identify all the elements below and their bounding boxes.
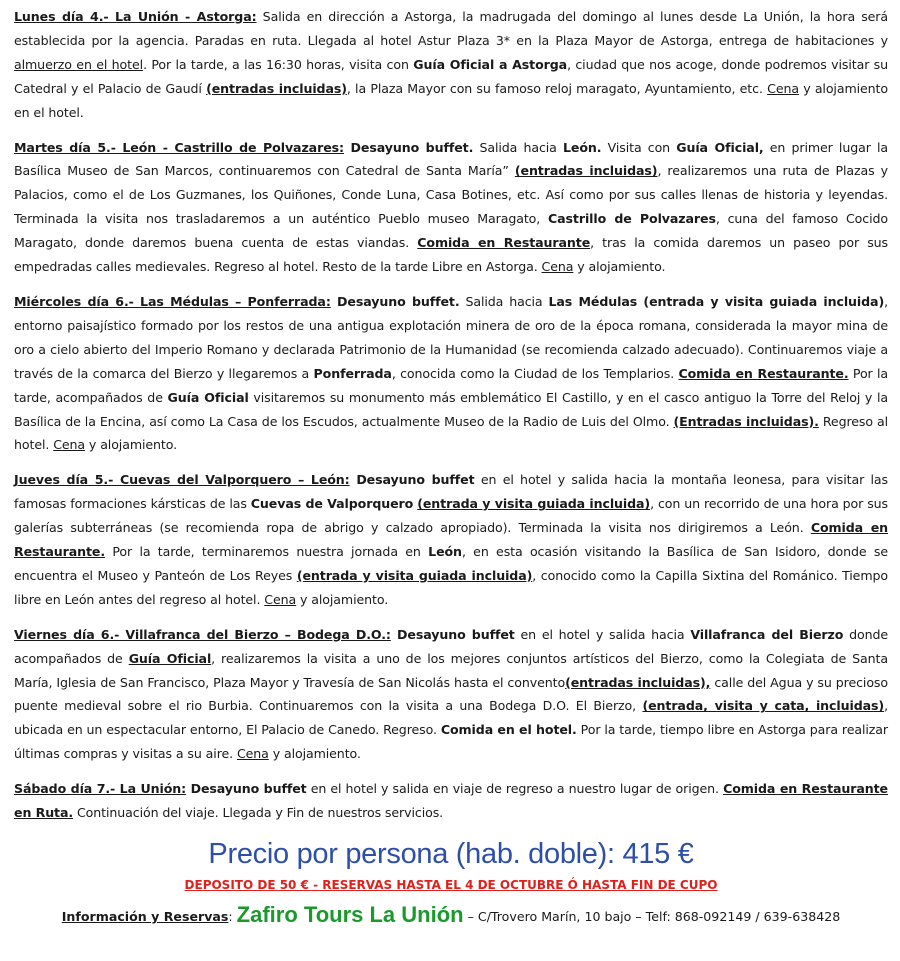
deposit-notice: DEPOSITO DE 50 € - RESERVAS HASTA EL 4 DE OCTUBRE Ó HASTA FIN DE CUPO (184, 878, 718, 892)
contact-label: Información y Reservas (61, 909, 229, 924)
price-heading: Precio por persona (hab. doble): 415 € (208, 838, 694, 870)
day-wednesday: Miércoles día 6.- Las Médulas – Ponferrada: Desayuno buffet. Salida hacia Las Médulas (entrada y visita guiada incluida), entorno paisajístico formado por los restos de una antigua explotación minera de oro de la época romana, considerada la mayor mina de oro a cielo abierto del Imperio Romano y declarada Patrimonio de la Humanidad (se recomienda calzado adecuado). Continuaremos viaje a través de la comarca del Bierzo y llegaremos a Ponferrada, conocida como la Ciudad de los Templarios. Comida en Restaurante. Por la tarde, acompañados de Guía Oficial visitaremos su monumento más emblemático El Castillo, y en el casco antiguo la Torre del Reloj y la Basílica de la Encina, así como La Casa de los Escudos, actualmente Museo de la Radio de Luis del Olmo. (Entradas incluidas). Regreso al hotel. Cena y alojamiento. (14, 293, 889, 453)
day-tuesday: Martes día 5.- León - Castrillo de Polvazares: Desayuno buffet. Salida hacia León. Visita con Guía Oficial, en primer lugar la Basílica Museo de San Marcos, continuaremos con Catedral de Santa María” (entradas incluidas), realizaremos una ruta de Plazas y Palacios, como el de Los Guzmanes, los Quiñones, Conde Luna, Casa Botines, etc. Así como por sus calles llenas de historia y leyendas. Terminada la visita nos trasladaremos a un auténtico Pueblo museo Maragato, Castrillo de Polvazares, cuna del famoso Cocido Maragato, donde daremos buena cuenta de estas viandas. Comida en Restaurante, tras la comida daremos un paseo por sus empedradas calles medievales. Regreso al hotel. Resto de la tarde Libre en Astorga. Cena y alojamiento. (14, 139, 889, 275)
day-title: Sábado día 7.- La Unión: (14, 781, 187, 797)
day-title: Martes día 5.- León - Castrillo de Polvazares: (14, 139, 344, 155)
day-title: Viernes día 6.- Villafranca del Bierzo – Bodega D.O.: (14, 626, 391, 642)
contact-line: Información y Reservas: Zafiro Tours La Unión – C/Trovero Marín, 10 bajo – Telf: 868-092149 / 639-638428 (61, 902, 841, 927)
day-saturday: Sábado día 7.- La Unión: Desayuno buffet en el hotel y salida en viaje de regreso a nuestro lugar de origen. Comida en Restaurante en Ruta. Continuación del viaje. Llegada y Fin de nuestros servicios. (14, 781, 889, 821)
day-title: Jueves día 5.- Cuevas del Valporquero – León: (14, 472, 350, 488)
day-title: Lunes día 4.- La Unión - Astorga: (14, 9, 257, 24)
day-thursday: Jueves día 5.- Cuevas del Valporquero – León: Desayuno buffet en el hotel y salida hacia la montaña leonesa, para visitar las famosas formaciones kársticas de las Cuevas de Valporquero (entrada y visita guiada incluida), con un recorrido de una hora por sus galerías subterráneas (se recomienda ropa de abrigo y calzado apropiado). Terminada la visita nos dirigiremos a León. Comida en Restaurante. Por la tarde, terminaremos nuestra jornada en León, en esta ocasión visitando la Basílica de San Isidoro, donde se encuentra el Museo y Panteón de Los Reyes (entrada y visita guiada incluida), conocido como la Capilla Sixtina del Románico. Tiempo libre en León antes del regreso al hotel. Cena y alojamiento. (14, 472, 888, 607)
day-friday: Viernes día 6.- Villafranca del Bierzo – Bodega D.O.: Desayuno buffet en el hotel y salida hacia Villafranca del Bierzo donde acompañados de Guía Oficial, realizaremos la visita a uno de los mejores conjuntos artísticos del Bierzo, como la Colegiata de Santa María, Iglesia de San Francisco, Plaza Mayor y Travesía de San Nicolás hasta el convento(entradas incluidas), calle del Agua y su precioso puente medieval sobre el rio Burbia. Continuaremos con la visita a una Bodega D.O. El Bierzo, (entrada, visita y cata, incluidas), ubicada en un espectacular entorno, El Palacio de Canedo. Regreso. Comida en el hotel. Por la tarde, tiempo libre en Astorga para realizar últimas compras y visitas a su aire. Cena y alojamiento. (14, 626, 888, 762)
contact-details: – C/Trovero Marín, 10 bajo – Telf: 868-092149 / 639-638428 (463, 909, 841, 924)
agency-name: Zafiro Tours La Unión (236, 902, 464, 927)
day-title: Miércoles día 6.- Las Médulas – Ponferrada: (14, 293, 331, 309)
day-monday: Lunes día 4.- La Unión - Astorga: Salida en dirección a Astorga, la madrugada del domingo al lunes desde La Unión, la hora será establecida por la agencia. Paradas en ruta. Llegada al hotel Astur Plaza 3* en la Plaza Mayor de Astorga, entrega de habitaciones y almuerzo en el hotel. Por la tarde, a las 16:30 horas, visita con Guía Oficial a Astorga, ciudad que nos acoge, donde podremos visitar su Catedral y el Palacio de Gaudí (entradas incluidas), la Plaza Mayor con su famoso reloj maragato, Ayuntamiento, etc. Cena y alojamiento en el hotel. (14, 9, 889, 120)
